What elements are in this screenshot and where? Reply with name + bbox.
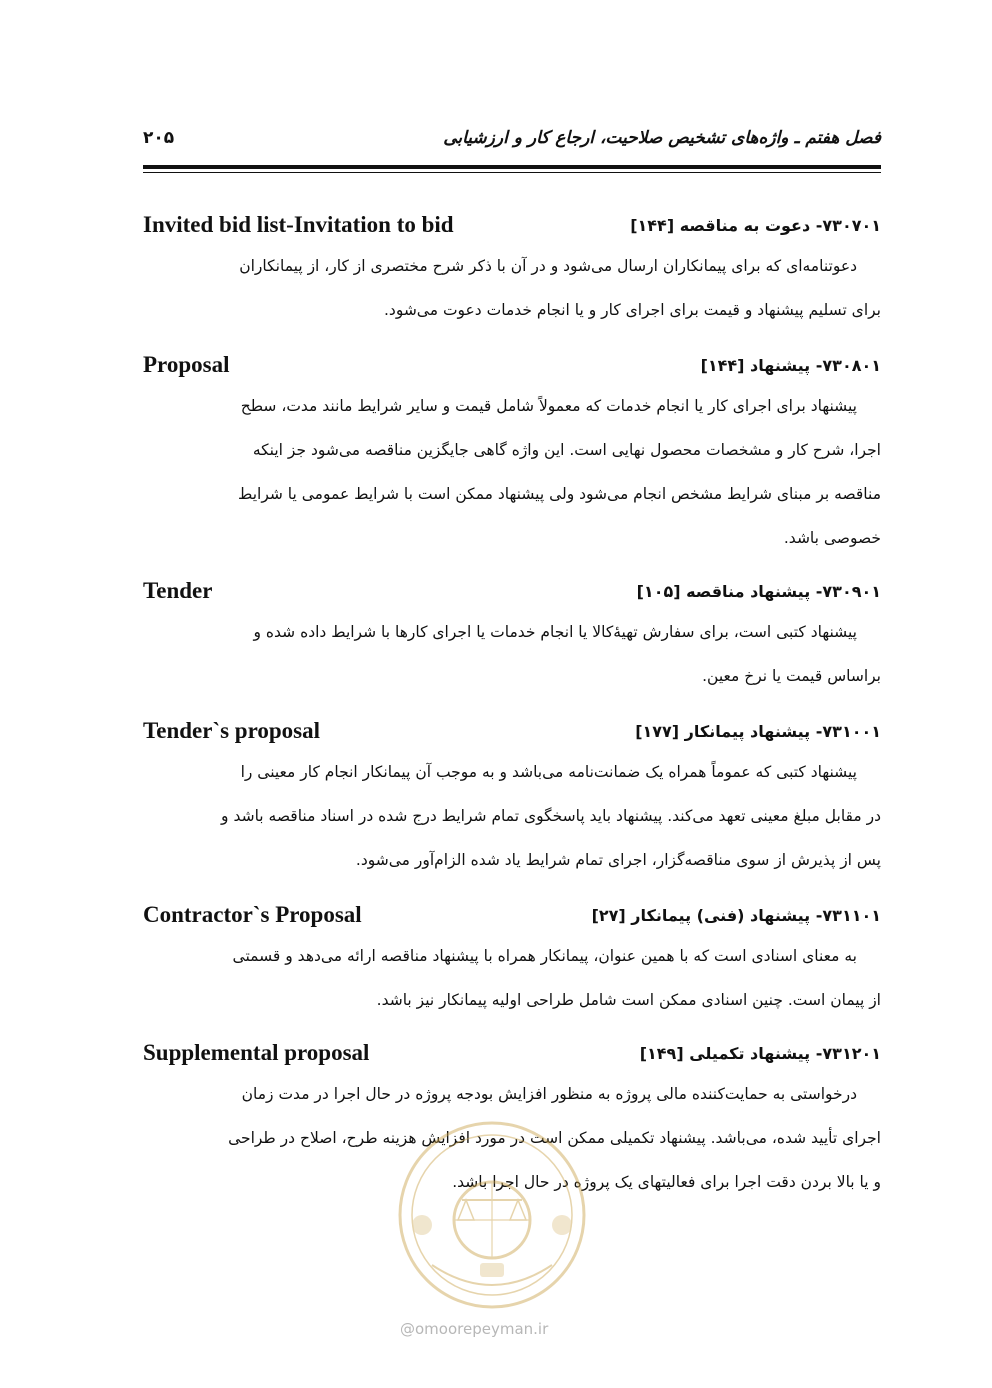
definition-line: پیشنهاد کتبی که عموماً همراه یک ضمانت‌نامه می‌باشد و به موجب آن پیمانکار انجام کار معینی را xyxy=(240,763,857,781)
glossary-entry xyxy=(143,212,881,332)
entry-definition xyxy=(143,750,881,882)
entry-term-english: Supplemental proposal xyxy=(143,1040,370,1065)
glossary-entry xyxy=(143,578,881,698)
glossary-entry xyxy=(143,902,881,1022)
entry-term-persian: ۷۳۰۷۰۱- دعوت به مناقصه [۱۴۴] xyxy=(630,216,881,235)
glossary-entry xyxy=(143,718,881,882)
entry-definition xyxy=(143,384,881,560)
entry-term-english: Tender`s proposal xyxy=(143,718,321,743)
entry-term-persian: ۷۳۰۹۰۱- پیشنهاد مناقصه [۱۰۵] xyxy=(636,582,881,601)
entry-term-persian: ۷۳۱۲۰۱- پیشنهاد تکمیلی [۱۴۹] xyxy=(639,1044,881,1063)
header-rule-thick xyxy=(143,165,881,169)
definition-line: درخواستی به حمایت‌کننده مالی پروژه به منظور افزایش بودجه پروژه در حال اجرا در مدت زمان xyxy=(241,1085,857,1103)
header-rule-thin xyxy=(143,172,881,173)
glossary-entry xyxy=(143,352,881,560)
definition-line: اجرا، شرح کار و مشخصات محصول نهایی است. این واژه گاهی جایگزین مناقصه می‌شود جز اینکه xyxy=(252,441,881,459)
page-number: ۲۰۵ xyxy=(143,128,175,148)
definition-line: خصوصی باشد. xyxy=(783,529,881,547)
entry-term-persian: ۷۳۱۱۰۱- پیشنهاد (فنی) پیمانکار [۲۷] xyxy=(591,906,881,925)
entry-definition xyxy=(143,934,881,1022)
entry-term-english: Contractor`s Proposal xyxy=(143,902,362,927)
definition-line: پیشنهاد کتبی است، برای سفارش تهیهٔ‌کالا یا انجام خدمات یا اجرای کارها با شرایط داده شده و xyxy=(253,623,857,641)
definition-line: در مقابل مبلغ معینی تعهد می‌کند. پیشنهاد باید پاسخگوی تمام شرایط درج شده در اسناد مناقصه باشد و xyxy=(221,807,881,825)
definition-line: به معنای اسنادی است که با همین عنوان، پیمانکار همراه با پیشنهاد مناقصه ارائه می‌دهد و قسمتی xyxy=(232,947,857,965)
entry-term-english: Proposal xyxy=(143,352,230,377)
entry-term-persian: ۷۳۱۰۰۱- پیشنهاد پیمانکار [۱۷۷] xyxy=(635,722,881,741)
entry-definition xyxy=(143,244,881,332)
entry-term-persian: ۷۳۰۸۰۱- پیشنهاد [۱۴۴] xyxy=(700,356,881,375)
entry-definition xyxy=(143,610,881,698)
definition-line: پیشنهاد برای اجرای کار یا انجام خدمات که معمولاً شامل قیمت و سایر شرایط مانند مدت، سطح xyxy=(240,397,857,415)
watermark-seal-logo xyxy=(392,1115,592,1315)
entry-term-english: Tender xyxy=(143,578,213,603)
chapter-title: فصل هفتم ـ واژه‌های تشخیص صلاحیت، ارجاع کار و ارزشیابی xyxy=(443,128,881,148)
definition-line: اجرای تأیید شده، می‌باشد. پیشنهاد تکمیلی ممکن است در مورد افزایش هزینه طرح، اصلاح در طراحی xyxy=(228,1129,881,1147)
definition-line: از پیمان است. چنین اسنادی ممکن است شامل طراحی اولیه پیمانکار نیز باشد. xyxy=(376,991,881,1009)
definition-line: براساس قیمت یا نرخ معین. xyxy=(702,667,881,685)
definition-line: پس از پذیرش از سوی مناقصه‌گزار، اجرای تمام شرایط یاد شده الزام‌آور می‌شود. xyxy=(355,851,881,869)
definition-line: برای تسلیم پیشنهاد و قیمت برای اجرای کار و یا انجام خدمات دعوت می‌شود. xyxy=(383,301,881,319)
page-header xyxy=(143,128,881,158)
definition-line: دعوتنامه‌ای که برای پیمانکاران ارسال می‌شود و در آن با ذکر شرح مختصری از کار، از پیمانکاران xyxy=(239,257,857,275)
entry-term-english: Invited bid list-Invitation to bid xyxy=(143,212,454,237)
watermark-text: @omoorepeyman.ir xyxy=(400,1320,549,1338)
definition-line: مناقصه بر مبنای شرایط مشخص انجام می‌شود ولی پیشنهاد ممکن است با شرایط عمومی یا شرایط xyxy=(238,485,881,503)
definition-line: و یا بالا بردن دقت اجرا برای فعالیتهای یک پروژه در حال اجرا باشد. xyxy=(452,1173,881,1191)
